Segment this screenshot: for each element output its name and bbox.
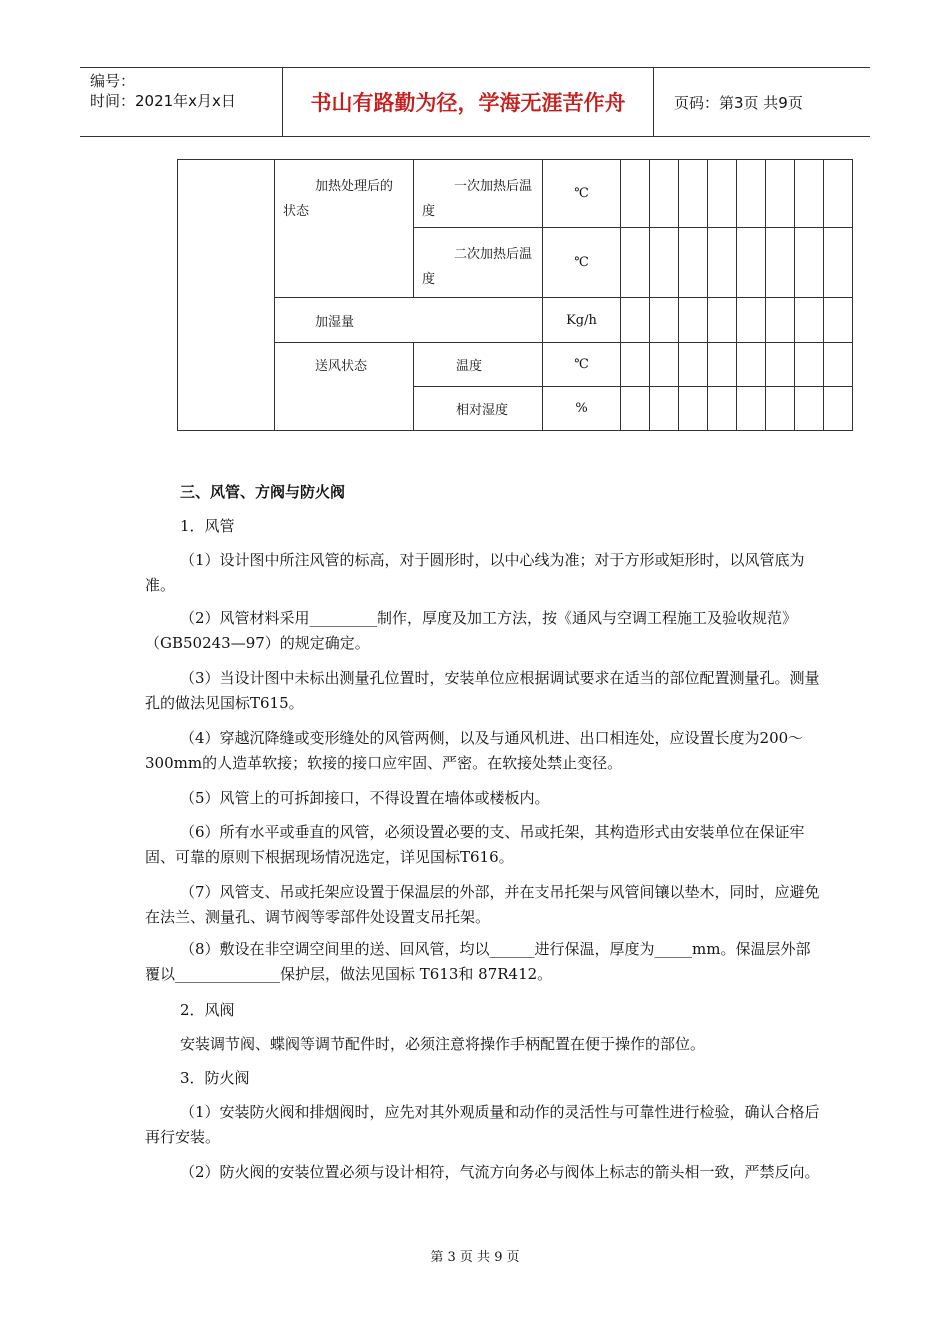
page-footer: 第 3 页 共 9 页 (430, 1250, 520, 1265)
parameter-table (177, 159, 853, 431)
paragraph-9: 安装调节阀、蝶阀等调节配件时，必须注意将操作手柄配置在便于操作的部位。 (180, 1035, 706, 1053)
first-heating-temp-label: 一次加热后温度 (414, 160, 543, 228)
subsection-fire-damper-title: 3．防火阀 (180, 1069, 250, 1087)
unit-cell: ℃ (543, 343, 621, 387)
paragraph-10: （1）安装防火阀和排烟阀时，应先对其外观质量和动作的灵活性与可靠性进行检验，确认合格后再行安装。 (145, 1103, 820, 1146)
paragraph-7: （7）风管支、吊或托架应设置于保温层的外部，并在支吊托架与风管间镶以垫木，同时，应避免在法兰、测量孔、调节阀等零部件处设置支吊托架。 (145, 883, 820, 926)
header-motto: 书山有路勤为径，学海无涯苦作舟 (283, 68, 654, 136)
humidification-label: 加湿量 (275, 298, 543, 343)
page-label: 页码：第3页 共9页 (674, 93, 803, 112)
table-left-blank (178, 160, 275, 431)
second-heating-temp-label: 二次加热后温度 (414, 228, 543, 298)
unit-cell: % (543, 387, 621, 431)
paragraph-4: （4）穿越沉降缝或变形缝处的风管两侧，以及与通风机进、出口相连处，应设置长度为200～300mm的人造革软接；软接的接口应牢固、严密。在软接处禁止变径。 (145, 729, 804, 772)
paragraph-5: （5）风管上的可拆卸接口，不得设置在墙体或楼板内。 (180, 789, 550, 807)
paragraph-1: （1）设计图中所注风管的标高，对于圆形时，以中心线为准；对于方形或矩形时，以风管底为准。 (145, 551, 805, 594)
unit-cell: ℃ (543, 160, 621, 228)
subsection-valve-title: 2．风阀 (180, 1001, 235, 1019)
page-header (80, 67, 870, 137)
heating-state-label: 加热处理后的状态 (275, 160, 414, 298)
paragraph-8: （8）敷设在非空调空间里的送、回风管，均以______进行保温，厚度为_____mm。保温层外部覆以______________保护层，做法见国标 T613和 87R412。 (145, 940, 811, 983)
supply-air-state-label: 送风状态 (275, 343, 414, 431)
paragraph-3: （3）当设计图中未标出测量孔位置时，安装单位应根据调试要求在适当的部位配置测量孔。测量孔的做法见国标T615。 (145, 669, 820, 712)
paragraph-6: （6）所有水平或垂直的风管，必须设置必要的支、吊或托架，其构造形式由安装单位在保证牢固、可靠的原则下根据现场情况选定，详见国标T616。 (145, 823, 805, 866)
relative-humidity-label: 相对湿度 (414, 387, 543, 431)
header-meta (80, 68, 283, 136)
unit-cell: ℃ (543, 228, 621, 298)
header-page-number (664, 68, 870, 136)
unit-cell: Kg/h (543, 298, 621, 343)
section-title: 三、风管、方阀与防火阀 (180, 483, 346, 501)
temperature-label: 温度 (414, 343, 543, 387)
subsection-duct-title: 1．风管 (180, 517, 235, 535)
time-label: 时间：2021年x月x日 (90, 92, 236, 110)
paragraph-11: （2）防火阀的安装位置必须与设计相符，气流方向务必与阀体上标志的箭头相一致，严禁反向。 (180, 1163, 820, 1181)
paragraph-2: （2）风管材料采用_________制作，厚度及加工方法，按《通风与空调工程施工及验收规范》（GB50243—97）的规定确定。 (145, 609, 798, 652)
number-label: 编号： (90, 72, 136, 90)
